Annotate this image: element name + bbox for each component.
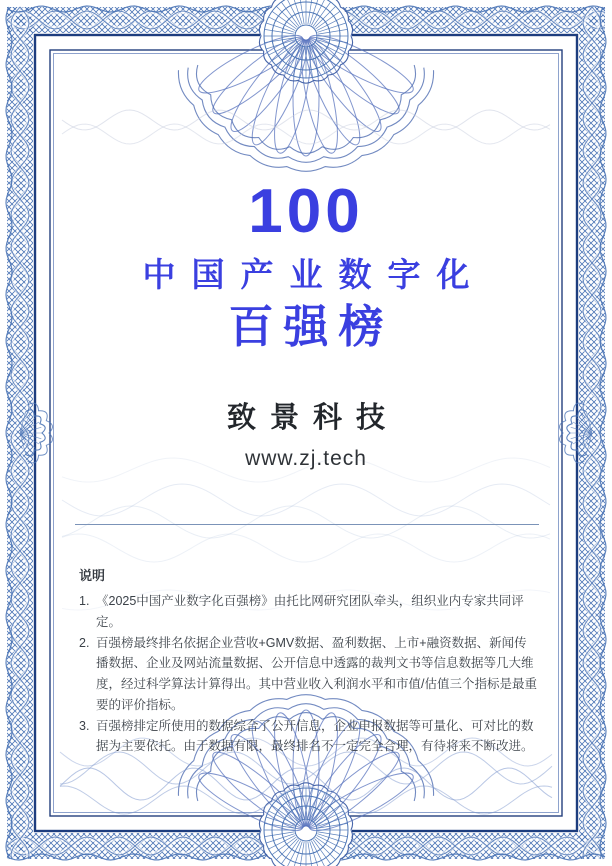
note-number: 3. <box>79 718 90 733</box>
note-text: 《2025中国产业数字化百强榜》由托比网研究团队牵头，组织业内专家共同评定。 <box>96 594 524 629</box>
note-number: 1. <box>79 594 90 608</box>
certificate-title-line2: 百强榜 <box>228 301 394 352</box>
badge-number: 100 <box>248 177 364 246</box>
note-item <box>79 633 539 716</box>
title-block <box>0 177 612 352</box>
notes-section <box>79 565 539 757</box>
awardee-block <box>0 403 612 469</box>
note-item <box>79 716 539 758</box>
note-text: 百强榜排定所使用的数据综合了公开信息，企业申报数据等可量化、可对比的数据为主要依托。由于数据有限，最终排名不一定完全合理，有待将来不断改进。 <box>96 718 534 754</box>
note-number: 2. <box>79 635 90 650</box>
notes-heading: 说明 <box>79 568 106 583</box>
company-name: 致景科技 <box>226 402 399 434</box>
note-text: 百强榜最终排名依据企业营收+GMV数据、盈利数据、上市+融资数据、新闻传播数据、企业及网站流量数据、公开信息中透露的裁判文书等信息数据等几大维度，经过科学算法计算得出。其中营业收入利润水平和市值/估值三个指标是最重要的评价指标。 <box>96 635 537 712</box>
divider-line <box>75 524 539 525</box>
certificate-title-line1: 中国产业数字化 <box>142 256 486 293</box>
company-website: www.zj.tech <box>245 446 367 470</box>
note-item <box>79 591 539 633</box>
